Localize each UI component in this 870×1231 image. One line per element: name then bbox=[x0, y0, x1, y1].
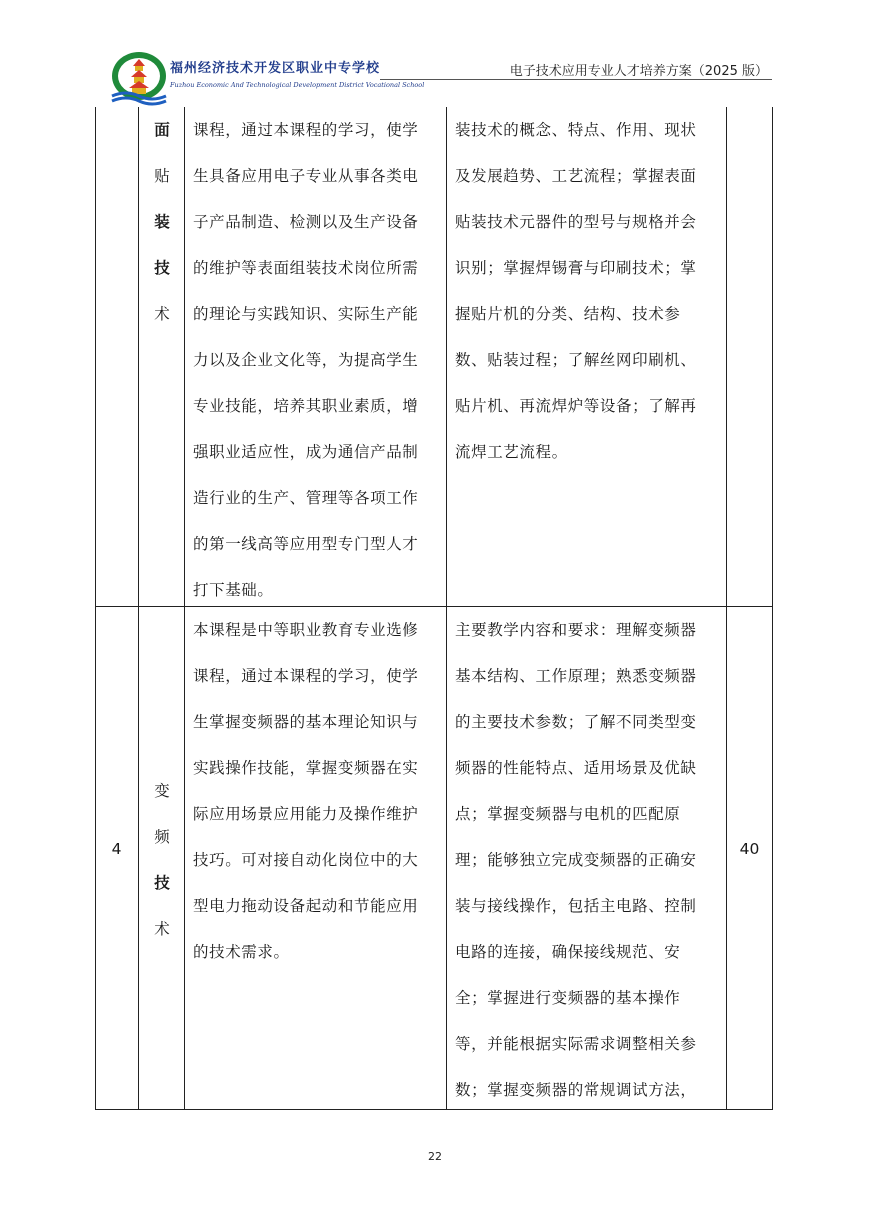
course-char: 技 bbox=[154, 259, 170, 277]
page-header bbox=[100, 48, 772, 108]
row-number: 4 bbox=[111, 840, 122, 858]
text-line: 强职业适应性，成为通信产品制 bbox=[193, 443, 419, 461]
course-char: 术 bbox=[154, 920, 170, 938]
column-divider bbox=[184, 107, 185, 1110]
course-char: 术 bbox=[154, 305, 170, 323]
course-char: 装 bbox=[154, 213, 170, 231]
text-line: 专业技能，培养其职业素质，增 bbox=[193, 397, 419, 415]
text-line: 打下基础。 bbox=[193, 581, 274, 599]
column-divider bbox=[446, 107, 447, 1110]
text-line: 实践操作技能，掌握变频器在实 bbox=[193, 759, 419, 777]
text-line: 握贴片机的分类、结构、技术参 bbox=[455, 305, 681, 323]
text-line: 等，并能根据实际需求调整相关参 bbox=[455, 1035, 697, 1053]
school-logo-icon bbox=[108, 50, 170, 106]
school-name-en: Fuzhou Economic And Technological Development District Vocational School bbox=[170, 81, 425, 89]
text-line: 的第一线高等应用型专门型人才 bbox=[193, 535, 419, 553]
text-line: 理；能够独立完成变频器的正确安 bbox=[455, 851, 697, 869]
course-name-inverter bbox=[140, 768, 184, 952]
column-divider bbox=[138, 107, 139, 1110]
course-objectives-inverter bbox=[193, 607, 443, 975]
text-line: 的主要技术参数；了解不同类型变 bbox=[455, 713, 697, 731]
text-line: 课程，通过本课程的学习，使学 bbox=[193, 667, 419, 685]
text-line: 造行业的生产、管理等各项工作 bbox=[193, 489, 419, 507]
text-line: 识别；掌握焊锡膏与印刷技术；掌 bbox=[455, 259, 697, 277]
course-name-smt bbox=[140, 107, 184, 337]
text-line: 贴片机、再流焊炉等设备；了解再 bbox=[455, 397, 697, 415]
course-content-smt bbox=[455, 107, 725, 475]
text-line: 的技术需求。 bbox=[193, 943, 290, 961]
course-char: 面 bbox=[154, 121, 170, 139]
page-number: 22 bbox=[428, 1150, 442, 1163]
text-line: 本课程是中等职业教育专业选修 bbox=[193, 621, 419, 639]
table-border-right bbox=[772, 107, 773, 1110]
text-line: 装与接线操作，包括主电路、控制 bbox=[455, 897, 697, 915]
course-table bbox=[95, 107, 773, 1110]
text-line: 主要教学内容和要求：理解变频器 bbox=[455, 621, 697, 639]
course-char: 贴 bbox=[154, 167, 170, 185]
text-line: 课程，通过本课程的学习，使学 bbox=[193, 121, 419, 139]
text-line: 型电力拖动设备起动和节能应用 bbox=[193, 897, 419, 915]
text-line: 力以及企业文化等，为提高学生 bbox=[193, 351, 419, 369]
course-content-inverter bbox=[455, 607, 725, 1113]
column-divider bbox=[726, 107, 727, 1110]
text-line: 基本结构、工作原理；熟悉变频器 bbox=[455, 667, 697, 685]
text-line: 流焊工艺流程。 bbox=[455, 443, 568, 461]
text-line: 技巧。可对接自动化岗位中的大 bbox=[193, 851, 419, 869]
text-line: 装技术的概念、特点、作用、现状 bbox=[455, 121, 697, 139]
text-line: 点；掌握变频器与电机的匹配原 bbox=[455, 805, 681, 823]
text-line: 贴装技术元器件的型号与规格并会 bbox=[455, 213, 697, 231]
table-border-left bbox=[95, 107, 96, 1110]
school-name-cn: 福州经济技术开发区职业中专学校 bbox=[170, 61, 381, 76]
text-line: 电路的连接，确保接线规范、安 bbox=[455, 943, 681, 961]
text-line: 及发展趋势、工艺流程；掌握表面 bbox=[455, 167, 697, 185]
text-line: 生掌握变频器的基本理论知识与 bbox=[193, 713, 419, 731]
text-line: 子产品制造、检测以及生产设备 bbox=[193, 213, 419, 231]
document-title: 电子技术应用专业人才培养方案（2025 版） bbox=[509, 64, 768, 79]
course-hours: 40 bbox=[739, 840, 760, 858]
text-line: 生具备应用电子专业从事各类电 bbox=[193, 167, 419, 185]
text-line: 的理论与实践知识、实际生产能 bbox=[193, 305, 419, 323]
text-line: 的维护等表面组装技术岗位所需 bbox=[193, 259, 419, 277]
text-line: 数、贴装过程；了解丝网印刷机、 bbox=[455, 351, 697, 369]
text-line: 数；掌握变频器的常规调试方法， bbox=[455, 1081, 697, 1099]
header-divider bbox=[380, 79, 772, 80]
text-line: 际应用场景应用能力及操作维护 bbox=[193, 805, 419, 823]
text-line: 频器的性能特点、适用场景及优缺 bbox=[455, 759, 697, 777]
text-line: 全；掌握进行变频器的基本操作 bbox=[455, 989, 681, 1007]
course-objectives-smt bbox=[193, 107, 443, 613]
course-char: 变 bbox=[154, 782, 170, 800]
course-char: 技 bbox=[154, 874, 170, 892]
course-char: 频 bbox=[154, 828, 170, 846]
